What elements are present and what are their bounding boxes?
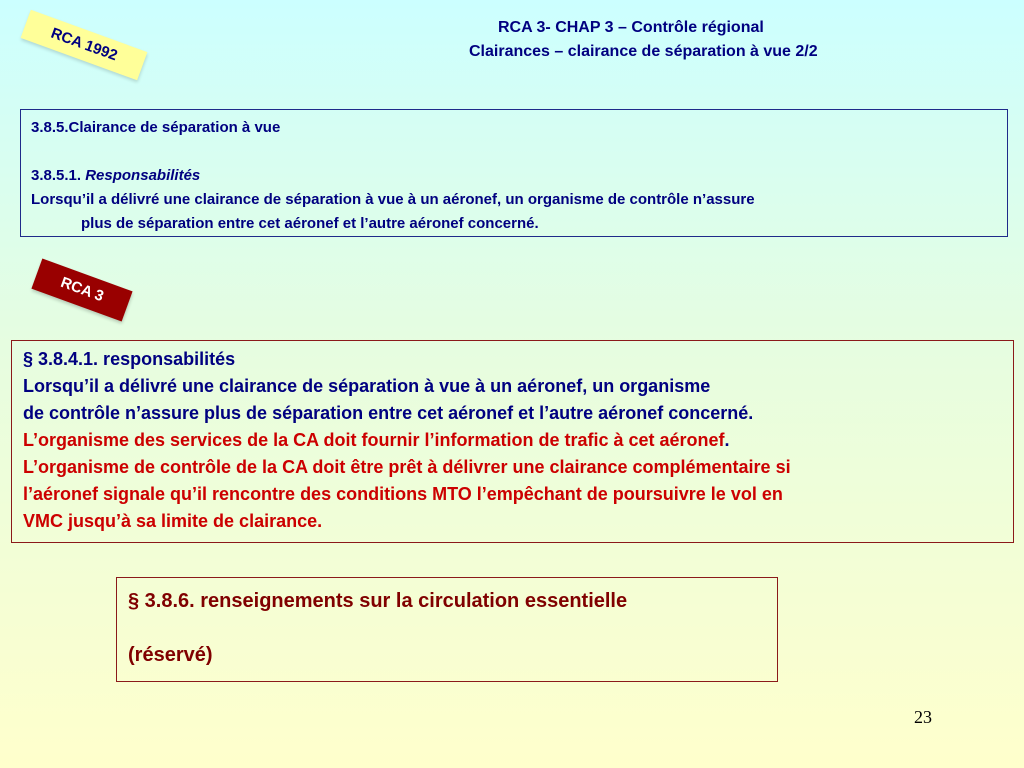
slide-title-line2: Clairances – clairance de séparation à vue 2/2 [469,43,818,60]
rca3-red-line4: VMC jusqu’à sa limite de clairance. [23,511,323,531]
responsibility-line2: plus de séparation entre cet aéronef et l’autre aéronef concerné. [81,215,539,232]
rca-1992-text-box [20,109,1008,237]
slide-title-line1: RCA 3- CHAP 3 – Contrôle régional [498,19,764,36]
rca-3-tag: RCA 3 [31,259,132,322]
responsibility-line1: Lorsqu’il a délivré une clairance de séparation à vue à un aéronef, un organisme de contrôle n’assure [31,191,755,208]
subsection-number: 3.8.5.1. [31,167,86,184]
traffic-info-period: . [724,430,730,450]
rca3-heading: § 3.8.4.1. responsabilités [23,349,236,369]
subsection-heading [31,164,997,188]
rca3-line1: Lorsqu’il a délivré une clairance de séparation à vue à un aéronef, un organisme [23,376,711,396]
section-heading: 3.8.5.Clairance de séparation à vue [31,119,281,136]
essential-traffic-heading: § 3.8.6. renseignements sur la circulation essentielle [128,590,628,612]
rca-1992-tag: RCA 1992 [21,10,148,81]
rca3-red-line3: l’aéronef signale qu’il rencontre des conditions MTO l’empêchant de poursuivre le vol en [23,484,783,504]
rca3-red-line2: L’organisme de contrôle de la CA doit être prêt à délivrer une clairance complémentaire si [23,457,791,477]
subsection-title: Responsabilités [85,167,201,184]
rca3-red-line1 [23,427,1013,454]
rca-3-text-box [11,340,1014,543]
traffic-info-text: L’organisme des services de la CA doit fournir l’information de trafic à cet aéronef [23,430,725,450]
page-number: 23 [914,707,932,727]
responsibility-text [31,188,997,236]
reserved-label: (réservé) [128,644,213,666]
essential-traffic-box [116,577,778,682]
rca3-line2: de contrôle n’assure plus de séparation entre cet aéronef et l’autre aéronef concerné. [23,403,754,423]
